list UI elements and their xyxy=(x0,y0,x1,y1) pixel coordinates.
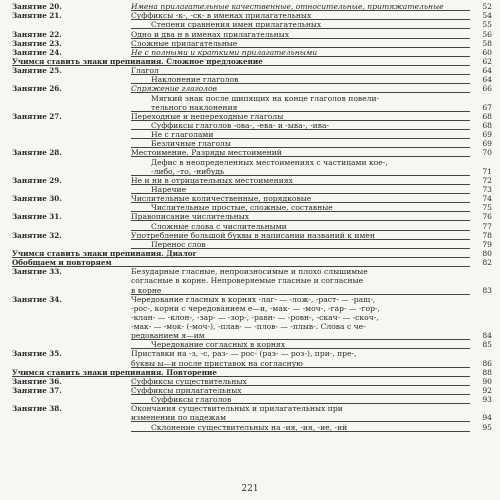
toc-row xyxy=(12,121,492,130)
toc-entry-title: Перенос слов xyxy=(151,240,206,249)
toc-row xyxy=(12,231,492,240)
toc-entry-title: редованием я—им xyxy=(131,332,205,341)
toc-row xyxy=(12,75,492,84)
toc-lesson-label: Занятие 22. xyxy=(12,29,62,39)
toc-entry-title: Наречие xyxy=(151,185,187,194)
toc-page-number: 55 xyxy=(482,20,492,30)
toc-row xyxy=(12,221,492,230)
toc-entry-title: Суффиксы -к-, -ск- в именах прилагательных xyxy=(131,12,312,21)
toc-entry-title: Окончания существительных и прилагательных при xyxy=(131,405,343,414)
toc-page-number: 78 xyxy=(482,230,492,240)
toc-page-number: 95 xyxy=(482,422,492,432)
toc-page-number: 83 xyxy=(482,285,492,295)
toc-page-number: 85 xyxy=(482,340,492,350)
toc-entry-title: в корне xyxy=(131,286,162,295)
toc-entry-title: -клан- — -клон-, -зар- — -зор-, -равн- — -ровн-, -скач- — -скоч-, xyxy=(131,313,379,322)
toc-entry-title: Не и ни в отрицательных местоимениях xyxy=(131,176,293,185)
toc-entry-title: Числительные количественные, порядковые xyxy=(131,195,312,204)
toc-page-number: 75 xyxy=(482,203,492,213)
toc-page-number: 69 xyxy=(482,130,492,140)
toc-page-number: 70 xyxy=(482,148,492,158)
toc-row xyxy=(12,386,492,395)
toc-lesson-label: Занятие 27. xyxy=(12,111,62,121)
toc-page-number: 68 xyxy=(482,120,492,130)
toc-entry-title: Переходные и непереходные глаголы xyxy=(131,112,284,121)
toc-row xyxy=(12,313,492,322)
toc-page-number: 52 xyxy=(482,2,492,12)
toc-row xyxy=(12,285,492,294)
toc-page-number: 66 xyxy=(482,84,492,94)
toc-row xyxy=(12,304,492,313)
toc-lesson-label: Занятие 33. xyxy=(12,267,62,277)
toc-entry-title: тельного наклонения xyxy=(151,103,238,112)
toc-row xyxy=(12,11,492,20)
toc-entry-title: Глагол xyxy=(131,67,159,76)
toc-entry-title: Наклонение глаголов xyxy=(151,76,239,85)
toc-page-number: 73 xyxy=(482,184,492,194)
toc-entry-title: Приставки на -з, -с, раз- — рос- (раз- — роз-), при-, пре-, xyxy=(131,350,357,359)
toc-row xyxy=(12,29,492,38)
toc-page-number: 88 xyxy=(482,367,492,377)
toc-row xyxy=(12,103,492,112)
toc-section-title: Учимся ставить знаки препинания. Сложное предложение xyxy=(12,57,263,66)
toc-entry-title: Местоимение. Разряды местоимений xyxy=(131,149,282,158)
toc-page-number: 92 xyxy=(482,386,492,396)
toc-lesson-label: Занятие 38. xyxy=(12,404,62,414)
toc-page-number: 90 xyxy=(482,376,492,386)
toc-entry-title: -либо, -то, -нибудь xyxy=(151,167,225,176)
toc-row xyxy=(12,377,492,386)
toc-row xyxy=(12,2,492,11)
toc-row xyxy=(12,130,492,139)
toc-entry-title: Суффиксы существительных xyxy=(131,377,247,386)
toc-lesson-label: Занятие 28. xyxy=(12,148,62,158)
toc-lesson-label: Занятие 29. xyxy=(12,175,62,185)
toc-entry-title: Употребление большой буквы в написании названий к имен xyxy=(131,231,375,240)
toc-page-number: 60 xyxy=(482,47,492,57)
toc-page-number: 56 xyxy=(482,29,492,39)
toc-row xyxy=(12,276,492,285)
toc-row xyxy=(12,203,492,212)
toc-row xyxy=(12,66,492,75)
toc-entry-title: Склонение существительных на -ия, -ия, -ие, -ий xyxy=(151,423,348,432)
toc-entry-title: Суффиксы прилагательных xyxy=(131,387,242,396)
toc-entry-title: Безличные глаголы xyxy=(151,140,231,149)
toc-page-number: 71 xyxy=(482,166,492,176)
toc-entry-title: Мягкий знак после шипящих на конце глаголов повели- xyxy=(151,94,380,103)
toc-entry-title: Не с глаголами xyxy=(151,131,214,140)
toc-page-number: 69 xyxy=(482,139,492,149)
table-of-contents xyxy=(12,2,492,432)
toc-lesson-label: Занятие 32. xyxy=(12,230,62,240)
toc-page-number: 77 xyxy=(482,221,492,231)
toc-row xyxy=(12,167,492,176)
toc-row xyxy=(12,258,492,267)
toc-page-number: 74 xyxy=(482,194,492,204)
toc-entry-title: согласные в корне. Непроверяемые гласные и согласные xyxy=(131,277,364,286)
toc-row xyxy=(12,176,492,185)
toc-lesson-label: Занятие 34. xyxy=(12,294,62,304)
toc-lesson-label: Занятие 21. xyxy=(12,11,62,21)
toc-entry-title: Спряжение глаголов xyxy=(131,85,217,94)
toc-row xyxy=(12,349,492,358)
toc-lesson-label: Занятие 35. xyxy=(12,349,62,359)
toc-page-number: 58 xyxy=(482,38,492,48)
toc-row xyxy=(12,249,492,258)
toc-entry-title: Чередование согласных в корнях xyxy=(151,341,286,350)
toc-row xyxy=(12,185,492,194)
toc-row xyxy=(12,422,492,431)
toc-row xyxy=(12,295,492,304)
toc-row xyxy=(12,39,492,48)
toc-page-number: 76 xyxy=(482,212,492,222)
toc-page-number: 82 xyxy=(482,258,492,268)
toc-row xyxy=(12,322,492,331)
toc-underline xyxy=(131,431,470,432)
toc-row xyxy=(12,93,492,102)
toc-entry-title: Не с полными и краткими прилагательными xyxy=(131,48,318,57)
toc-section-title: Учимся ставить знаки препинания. Диалог xyxy=(12,249,197,258)
toc-row xyxy=(12,157,492,166)
toc-lesson-label: Занятие 31. xyxy=(12,212,62,222)
toc-page-number: 86 xyxy=(482,358,492,368)
toc-page-number: 93 xyxy=(482,395,492,405)
toc-row xyxy=(12,413,492,422)
toc-entry-title: Числительные простые, сложные, составные xyxy=(151,204,333,213)
toc-entry-title: Безударные гласные, непроизносимые и плохо слышимые xyxy=(131,268,368,277)
toc-entry-title: Имена прилагательные качественные, относительные, притяжательные xyxy=(131,3,444,12)
toc-row xyxy=(12,368,492,377)
toc-entry-title: Дефис в неопределенных местоимениях с частицами кое-, xyxy=(151,158,388,167)
toc-page-number: 94 xyxy=(482,413,492,423)
toc-page-number: 62 xyxy=(482,56,492,66)
toc-page-number: 72 xyxy=(482,175,492,185)
toc-lesson-label: Занятие 20. xyxy=(12,2,62,12)
toc-row xyxy=(12,139,492,148)
toc-section-title: Обобщаем и повторяем xyxy=(12,259,112,268)
toc-row xyxy=(12,331,492,340)
toc-entry-title: Одно и два н в именах прилагательных xyxy=(131,30,290,39)
toc-entry-title: изменении по падежам xyxy=(131,414,226,423)
toc-row xyxy=(12,267,492,276)
toc-row xyxy=(12,212,492,221)
toc-entry-title: Суффиксы глаголов -ова-, -ева- и -ыва-, -ива- xyxy=(151,121,330,130)
toc-entry-title: Сложные слова с числительными xyxy=(151,222,287,231)
toc-entry-title: Степени сравнения имен прилагательных xyxy=(151,21,322,30)
toc-lesson-label: Занятие 26. xyxy=(12,84,62,94)
toc-lesson-label: Занятие 36. xyxy=(12,376,62,386)
toc-lesson-label: Занятие 37. xyxy=(12,386,62,396)
toc-page-number: 64 xyxy=(482,66,492,76)
toc-section-title: Учимся ставить знаки препинания. Повторение xyxy=(12,368,217,377)
toc-page-number: 67 xyxy=(482,102,492,112)
toc-row xyxy=(12,20,492,29)
toc-entry-title: буквы ы—и после приставок на согласную xyxy=(131,359,303,368)
toc-entry-title: Суффиксы глаголов xyxy=(151,396,232,405)
toc-row xyxy=(12,84,492,93)
toc-row xyxy=(12,340,492,349)
toc-page-number: 54 xyxy=(482,11,492,21)
toc-lesson-label: Занятие 25. xyxy=(12,66,62,76)
toc-entry-title: Чередование гласных в корнях -лаг- — -лож-, -раст- — -ращ-, xyxy=(131,295,376,304)
toc-lesson-label: Занятие 30. xyxy=(12,194,62,204)
toc-row xyxy=(12,112,492,121)
toc-page-number: 79 xyxy=(482,239,492,249)
toc-lesson-label: Занятие 24. xyxy=(12,47,62,57)
toc-page-number: 84 xyxy=(482,331,492,341)
toc-row xyxy=(12,240,492,249)
toc-entry-title: -рос-, корни с чередованием е—и, -мак- — -моч-, -гар- — -гор-, xyxy=(131,304,380,313)
toc-entry-title: -мак- — -мок- (-моч-), -плав- — -плов- — -плыв-. Слова с че- xyxy=(131,323,366,332)
toc-row xyxy=(12,48,492,57)
toc-page-number: 64 xyxy=(482,75,492,85)
toc-lesson-label: Занятие 23. xyxy=(12,38,62,48)
toc-row xyxy=(12,194,492,203)
toc-row xyxy=(12,57,492,66)
toc-row xyxy=(12,148,492,157)
toc-row xyxy=(12,395,492,404)
toc-page-number: 80 xyxy=(482,248,492,258)
toc-row xyxy=(12,404,492,413)
toc-row xyxy=(12,358,492,367)
toc-page-number: 68 xyxy=(482,111,492,121)
toc-entry-title: Сложные прилагательные xyxy=(131,39,238,48)
toc-entry-title: Правописание числительных xyxy=(131,213,250,222)
page-number: 221 xyxy=(241,484,259,494)
